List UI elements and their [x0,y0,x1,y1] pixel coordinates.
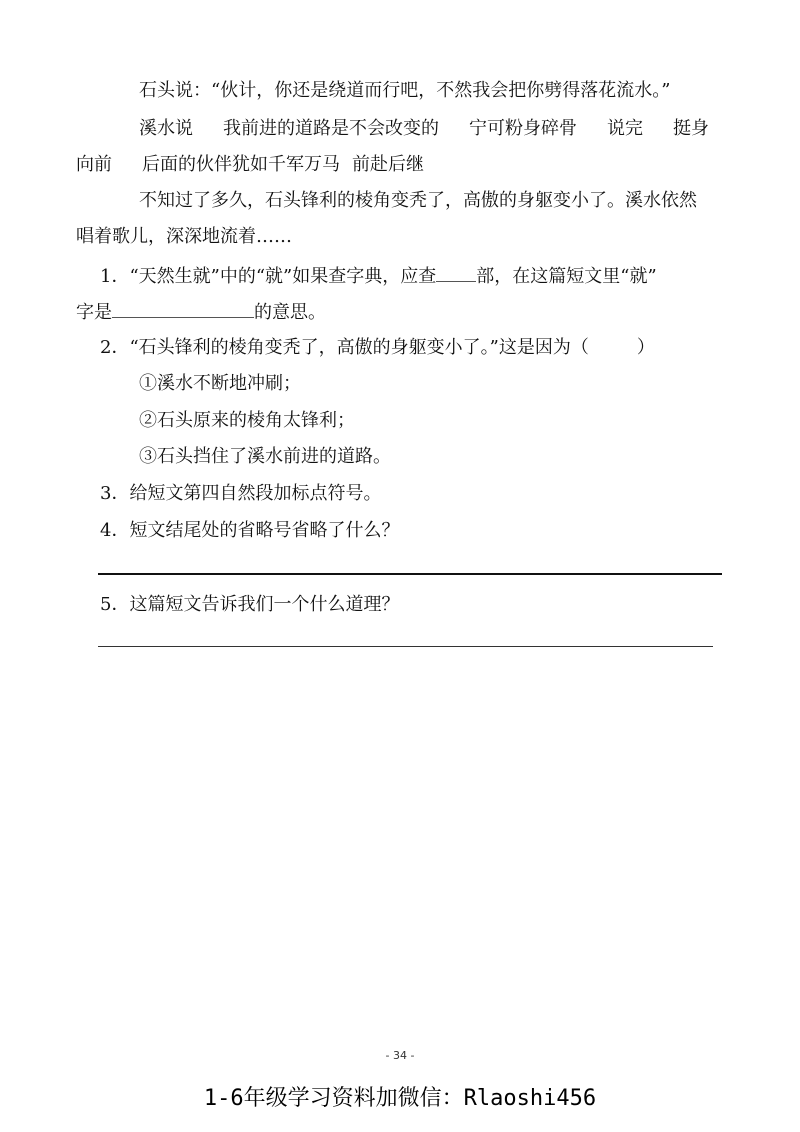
story-text: 唱着歌儿，深深地流着…… [76,226,292,247]
story-text: 说完 [607,118,643,139]
question-2-option-3 [139,444,391,470]
option-text: ①溪水不断地冲刷； [139,373,301,394]
question-1 [100,261,657,290]
question-text: 2．“石头锋利的棱角变秃了，高傲的身躯变小了。”这是因为（ [100,337,589,358]
footer-text: 1-6年级学习资料加微信：Rlaoshi456 [203,1086,597,1111]
question-text: 1．“天然生就”中的“就”如果查字典，应查 [100,266,437,287]
story-text: 溪水说 [139,118,193,139]
question-2-option-2 [139,408,355,434]
story-text: 不知过了多久，石头锋利的棱角变秃了，高傲的身躯变小了。溪水依然 [139,190,697,211]
question-text: 字是 [76,302,112,323]
question-text: 部，在这篇短文里“就” [476,266,657,287]
question-2-option-1 [139,371,301,397]
story-paragraph-2-line-1 [139,116,709,142]
option-text: ③石头挡住了溪水前进的道路。 [139,446,391,467]
question-5 [100,592,399,618]
answer-line-q4[interactable] [98,573,722,575]
question-text: 5．这篇短文告诉我们一个什么道理？ [100,594,400,615]
story-paragraph-3-line-1 [139,188,697,214]
question-text: 4．短文结尾处的省略号省略了什么？ [100,520,400,541]
question-2 [100,335,655,361]
question-3 [100,481,381,507]
story-text: 我前进的道路是不会改变的 [223,118,439,139]
answer-blank-meaning[interactable] [112,297,254,318]
story-paragraph-2-line-2 [76,152,424,178]
answer-blank-radical[interactable] [436,261,476,282]
question-text: 3．给短文第四自然段加标点符号。 [100,483,382,504]
question-text: ） [636,337,655,358]
story-text: 前赴后继 [352,154,424,175]
story-text: 宁可粉身碎骨 [469,118,577,139]
story-text: 向前 [76,154,112,175]
answer-line-q5[interactable] [98,646,713,647]
story-text: 挺身 [673,118,709,139]
story-text: 后面的伙伴犹如千军万马 [142,154,340,175]
question-4 [100,518,399,544]
story-text: 石头说：“伙计，你还是绕道而行吧，不然我会把你劈得落花流水。” [139,80,671,101]
question-1-continued [76,297,326,326]
story-paragraph-1 [139,78,670,104]
page-number: - 34 - [385,1049,415,1062]
option-text: ②石头原来的棱角太锋利； [139,410,355,431]
question-text: 的意思。 [254,302,326,323]
story-paragraph-3-line-2 [76,224,292,250]
